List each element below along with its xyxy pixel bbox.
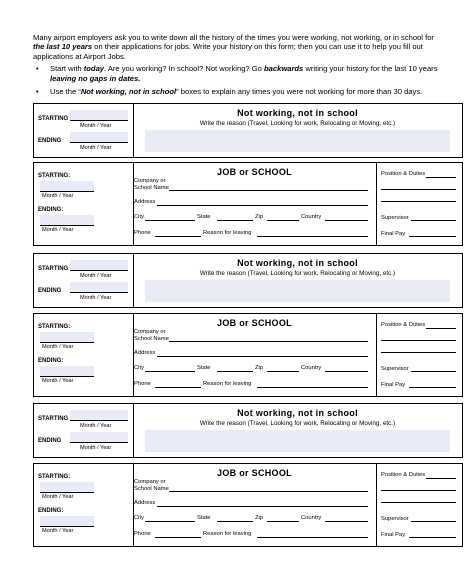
ending-label: ENDING: — [38, 358, 64, 364]
position-label: Position & Duties — [381, 472, 426, 478]
state-label: State — [197, 214, 211, 220]
intro-paragraph — [33, 33, 463, 61]
address-field[interactable] — [157, 506, 368, 507]
start-date-field[interactable] — [40, 181, 94, 192]
position-field-line[interactable] — [381, 189, 456, 190]
position-field-line[interactable] — [381, 502, 456, 503]
country-label: Country — [301, 214, 322, 220]
instruction-list — [36, 64, 466, 97]
reason-area — [133, 404, 462, 457]
supervisor-label: Supervisor — [381, 516, 409, 522]
position-column — [376, 163, 462, 245]
position-column — [376, 314, 462, 396]
reason-area — [133, 254, 462, 307]
instruction-emphasis: backwards — [264, 64, 304, 73]
start-date-field[interactable] — [40, 332, 94, 343]
month-year-caption: Month / Year — [80, 445, 112, 451]
final-pay-field[interactable] — [409, 387, 456, 388]
starting-label: STARTING — [38, 266, 69, 272]
instruction-text: Start with — [50, 64, 84, 73]
intro-line-3: applications at Airport Jobs. — [33, 51, 126, 61]
country-field[interactable] — [325, 521, 368, 522]
zip-label: Zip — [255, 365, 264, 371]
country-field[interactable] — [325, 371, 368, 372]
instruction-emphasis: Not working, not in school — [80, 86, 177, 96]
position-field[interactable] — [426, 177, 456, 178]
starting-label: STARTING — [38, 116, 69, 122]
reason-leaving-label: Reason for leaving — [203, 230, 252, 236]
final-pay-label: Final Pay — [381, 532, 406, 538]
dates-column — [34, 404, 134, 457]
dates-column — [34, 163, 134, 245]
month-year-caption: Month / Year — [80, 295, 112, 301]
reason-instructions: Write the reason (Travel, Looking for work, Relocating or Moving, etc.) — [199, 270, 396, 277]
address-label: Address — [134, 350, 156, 356]
month-year-caption: Month / Year — [42, 494, 74, 500]
address-field[interactable] — [157, 356, 368, 357]
school-name-label: School Name — [134, 486, 169, 492]
final-pay-label: Final Pay — [381, 382, 406, 388]
intro-emphasis: the last 10 years — [33, 42, 93, 52]
reason-instructions: Write the reason (Travel, Looking for work, Relocating or Moving, etc.) — [199, 420, 396, 427]
city-field[interactable] — [145, 371, 195, 372]
dates-column — [34, 314, 134, 396]
dates-column — [34, 254, 134, 307]
position-field[interactable] — [426, 328, 456, 329]
company-field[interactable] — [169, 491, 368, 492]
end-date-field[interactable] — [40, 366, 94, 377]
end-date-field[interactable] — [40, 516, 94, 527]
reason-area — [133, 104, 462, 157]
phone-label: Phone — [134, 230, 151, 236]
month-year-caption: Month / Year — [80, 423, 112, 429]
instruction-text: . Are you working? In school? Not working? Go — [104, 64, 265, 73]
final-pay-field[interactable] — [409, 537, 456, 538]
city-field[interactable] — [145, 521, 195, 522]
instruction-emphasis: today — [83, 64, 105, 73]
starting-label: STARTING: — [38, 324, 71, 330]
city-label: City — [134, 214, 144, 220]
zip-field[interactable] — [267, 371, 299, 372]
job-school-section — [33, 463, 463, 547]
phone-label: Phone — [134, 381, 151, 387]
job-school-title: JOB or SCHOOL — [217, 167, 292, 177]
employer-column — [133, 464, 377, 546]
final-pay-field[interactable] — [409, 236, 456, 237]
bullet-icon: • — [36, 64, 39, 73]
starting-label: STARTING: — [38, 173, 71, 179]
reason-leaving-label: Reason for leaving — [203, 531, 252, 537]
not-working-section — [33, 103, 463, 158]
position-field-line[interactable] — [381, 352, 456, 353]
not-working-section — [33, 253, 463, 308]
ending-label: ENDING: — [38, 207, 64, 213]
address-field[interactable] — [157, 205, 368, 206]
starting-label: STARTING — [38, 416, 69, 422]
state-label: State — [197, 365, 211, 371]
starting-label: STARTING: — [38, 474, 71, 480]
reason-leaving-label: Reason for leaving — [203, 381, 252, 387]
intro-line-1: Many airport employers ask you to write down all the history of the times you were working, not working, or in school for — [33, 33, 434, 42]
start-date-field[interactable] — [70, 110, 128, 121]
position-field[interactable] — [426, 478, 456, 479]
supervisor-field[interactable] — [411, 371, 456, 372]
month-year-caption: Month / Year — [42, 344, 74, 350]
phone-field[interactable] — [155, 537, 201, 538]
reason-leaving-field[interactable] — [257, 387, 368, 388]
reason-leaving-field[interactable] — [257, 537, 368, 538]
zip-label: Zip — [255, 515, 264, 521]
school-name-label: School Name — [134, 185, 169, 191]
ending-label: ENDING — [38, 288, 62, 294]
job-school-title: JOB or SCHOOL — [217, 318, 292, 328]
instruction-item — [36, 64, 466, 73]
position-field-line[interactable] — [381, 201, 456, 202]
dates-column — [34, 104, 134, 157]
country-field[interactable] — [325, 220, 368, 221]
reason-field[interactable] — [145, 430, 450, 452]
country-label: Country — [301, 365, 322, 371]
month-year-caption: Month / Year — [80, 123, 112, 129]
month-year-caption: Month / Year — [42, 193, 74, 199]
address-label: Address — [134, 500, 156, 506]
instruction-text: writing your history for the last 10 years — [303, 64, 438, 73]
employer-column — [133, 163, 377, 245]
reason-leaving-field[interactable] — [257, 236, 368, 237]
ending-label: ENDING — [38, 438, 62, 444]
company-label: Company or — [134, 479, 166, 485]
zip-field[interactable] — [267, 220, 299, 221]
phone-label: Phone — [134, 531, 151, 537]
city-label: City — [134, 365, 144, 371]
school-name-label: School Name — [134, 336, 169, 342]
company-label: Company or — [134, 329, 166, 335]
instruction-continuation — [36, 74, 466, 83]
ending-label: ENDING — [38, 138, 62, 144]
city-field[interactable] — [145, 220, 195, 221]
job-school-section — [33, 313, 463, 397]
final-pay-label: Final Pay — [381, 231, 406, 237]
position-column — [376, 464, 462, 546]
end-date-field[interactable] — [70, 432, 128, 443]
dates-column — [34, 464, 134, 546]
month-year-caption: Month / Year — [42, 528, 74, 534]
supervisor-field[interactable] — [411, 220, 456, 221]
company-label: Company or — [134, 178, 166, 184]
start-date-field[interactable] — [70, 260, 128, 271]
intro-line-2 — [33, 42, 463, 51]
instruction-emphasis: leaving no gaps in dates. — [50, 74, 141, 84]
phone-field[interactable] — [155, 387, 201, 388]
supervisor-label: Supervisor — [381, 215, 409, 221]
city-label: City — [134, 515, 144, 521]
supervisor-field[interactable] — [411, 521, 456, 522]
country-label: Country — [301, 515, 322, 521]
month-year-caption: Month / Year — [80, 145, 112, 151]
instruction-item — [36, 87, 466, 96]
not-working-title: Not working, not in school — [237, 108, 358, 118]
job-school-title: JOB or SCHOOL — [217, 468, 292, 478]
month-year-caption: Month / Year — [42, 378, 74, 384]
month-year-caption: Month / Year — [42, 227, 74, 233]
start-date-field[interactable] — [70, 410, 128, 421]
intro-line-2-rest: on their applications for jobs. Write your history on this form; then you can use it to help you fill out — [92, 42, 423, 52]
company-field[interactable] — [169, 341, 368, 342]
not-working-section — [33, 403, 463, 458]
ending-label: ENDING: — [38, 508, 64, 514]
position-label: Position & Duties — [381, 171, 426, 177]
end-date-field[interactable] — [40, 215, 94, 226]
position-field-line[interactable] — [381, 490, 456, 491]
job-school-section — [33, 162, 463, 246]
reason-field[interactable] — [145, 130, 450, 152]
reason-instructions: Write the reason (Travel, Looking for work, Relocating or Moving, etc.) — [199, 120, 396, 127]
not-working-title: Not working, not in school — [237, 258, 358, 268]
bullet-icon: • — [36, 86, 39, 96]
instruction-text: Use the “ — [50, 86, 81, 96]
reason-field[interactable] — [145, 280, 450, 302]
state-field[interactable] — [217, 220, 253, 221]
state-label: State — [197, 515, 211, 521]
phone-field[interactable] — [155, 236, 201, 237]
supervisor-label: Supervisor — [381, 366, 409, 372]
start-date-field[interactable] — [40, 482, 94, 493]
position-field-line[interactable] — [381, 340, 456, 341]
end-date-field[interactable] — [70, 282, 128, 293]
address-label: Address — [134, 199, 156, 205]
employer-column — [133, 314, 377, 396]
end-date-field[interactable] — [70, 132, 128, 143]
state-field[interactable] — [217, 521, 253, 522]
month-year-caption: Month / Year — [80, 273, 112, 279]
zip-label: Zip — [255, 214, 264, 220]
position-label: Position & Duties — [381, 322, 426, 328]
not-working-title: Not working, not in school — [237, 408, 358, 418]
company-field[interactable] — [169, 190, 368, 191]
state-field[interactable] — [217, 371, 253, 372]
zip-field[interactable] — [267, 521, 299, 522]
instruction-text: ” boxes to explain any times you were not working for more than 30 days. — [176, 86, 423, 96]
